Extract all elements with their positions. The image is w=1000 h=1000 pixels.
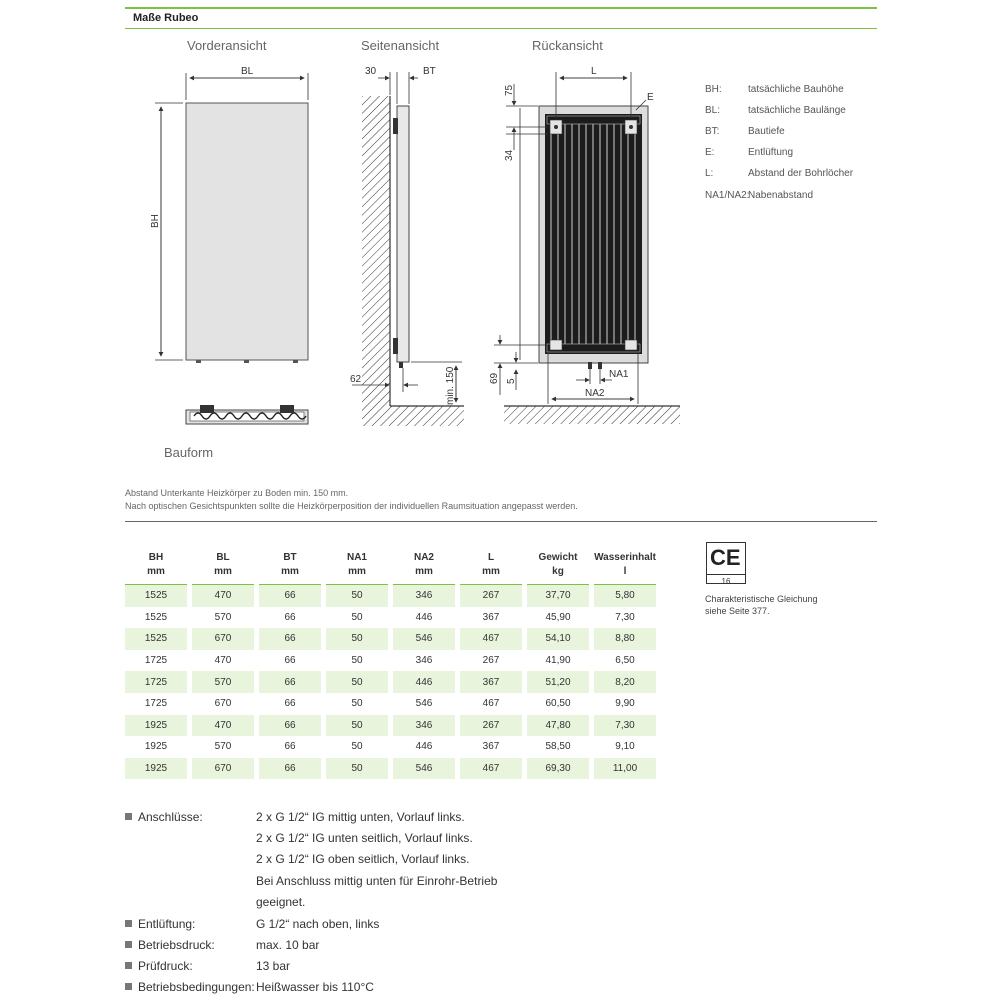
ce-mark-box [706, 542, 746, 584]
table-cell: 546 [415, 698, 433, 710]
table-cell: 1725 [144, 698, 168, 710]
table-cell: 9,90 [615, 698, 635, 710]
table-cell: 346 [415, 655, 433, 667]
back-view-drawing [489, 66, 680, 424]
col-bt: BT mm [281, 552, 299, 577]
dim-l: L [591, 66, 597, 77]
table-cell: 346 [393, 584, 455, 607]
back-view-label: Rückansicht [532, 38, 603, 53]
table-cell: 60,50 [545, 698, 571, 710]
table-cell: 54,10 [527, 628, 589, 650]
table-cell: 6,50 [615, 655, 635, 667]
feature-entlueftung: Entlüftung: G 1/2“ nach oben, links [125, 917, 195, 931]
table-cell: 50 [326, 715, 388, 737]
table-cell: 50 [351, 741, 363, 753]
table-cell: 66 [284, 698, 296, 710]
dim-30: 30 [365, 66, 377, 77]
dim-62: 62 [350, 374, 362, 385]
table-cell: 446 [415, 611, 433, 623]
table-cell: 446 [415, 741, 433, 753]
table-cell: 66 [259, 671, 321, 693]
table-cell: 367 [482, 611, 500, 623]
legend-row-bh: BH: tatsächliche Bauhöhe [705, 84, 844, 95]
table-cell: 11,00 [594, 758, 656, 780]
table-cell: 446 [393, 671, 455, 693]
table-row [125, 671, 656, 693]
bullet-icon [125, 920, 132, 927]
table-cell: 8,20 [594, 671, 656, 693]
bauform-drawing [186, 405, 308, 424]
bauform-label: Bauform [164, 445, 214, 460]
table-cell: 1725 [125, 671, 187, 693]
col-wasserinhalt: Wasserinhalt l [594, 552, 656, 577]
ce-mark-icon [707, 543, 745, 569]
ce-caption-2: siehe Seite 377. [705, 606, 770, 616]
table-cell: 670 [214, 698, 232, 710]
table-cell: 7,30 [615, 611, 635, 623]
legend-row-na: NA1/NA2:Nabenabstand [705, 190, 814, 201]
feature-anschluesse: Anschlüsse: 2 x G 1/2“ IG mittig unten, Vorlauf links. [125, 810, 203, 824]
table-cell: 470 [192, 584, 254, 607]
table-cell: 47,80 [527, 715, 589, 737]
dim-34: 34 [504, 149, 515, 161]
table-row [125, 715, 656, 737]
table-row [125, 584, 656, 607]
side-view-label: Seitenansicht [361, 38, 440, 53]
note-line-2: Nach optischen Gesichtspunkten sollte die Heizkörperposition der individuellen Raumsituation angepasst werden. [125, 501, 578, 511]
bullet-icon [125, 813, 132, 820]
table-cell: 50 [326, 671, 388, 693]
table-cell: 670 [192, 758, 254, 780]
table-cell: 8,80 [594, 628, 656, 650]
legend-row-e: E: Entlüftung [705, 147, 794, 158]
feature-betriebsbedingungen: Betriebsbedingungen: Heißwasser bis 110°C [125, 980, 255, 994]
legend-row-bl: BL: tatsächliche Baulänge [705, 105, 846, 116]
table-cell: 51,20 [527, 671, 589, 693]
dim-bl: BL [241, 66, 254, 77]
dim-bt: BT [423, 66, 436, 77]
table-cell: 467 [460, 628, 522, 650]
ce-caption-1: Charakteristische Gleichung [705, 594, 818, 604]
table-cell: 570 [214, 611, 232, 623]
ce-number: 16 [707, 574, 745, 588]
table-cell: 267 [482, 655, 500, 667]
table-cell: 66 [259, 715, 321, 737]
table-cell: 7,30 [594, 715, 656, 737]
table-row [125, 758, 656, 780]
table-cell: 50 [351, 655, 363, 667]
table-cell: 66 [284, 741, 296, 753]
table-row [125, 628, 656, 650]
table-cell: 267 [460, 715, 522, 737]
table-row [125, 736, 656, 758]
table-cell: 1525 [125, 584, 187, 607]
table-cell: 45,90 [545, 611, 571, 623]
table-cell: 69,30 [527, 758, 589, 780]
table-cell: 346 [393, 715, 455, 737]
table-cell: 58,50 [545, 741, 571, 753]
table-cell: 570 [214, 741, 232, 753]
dim-5: 5 [506, 378, 517, 384]
table-cell: 1925 [144, 741, 168, 753]
dim-na2: NA2 [585, 388, 605, 399]
table-cell: 50 [326, 758, 388, 780]
table-header-row [125, 546, 656, 584]
table-cell: 41,90 [545, 655, 571, 667]
section-title: Maße Rubeo [133, 12, 199, 24]
table-cell: 9,10 [615, 741, 635, 753]
table-cell: 66 [259, 758, 321, 780]
legend-row-bt: BT: Bautiefe [705, 126, 785, 137]
feature-pruefdruck: Prüfdruck: 13 bar [125, 959, 193, 973]
table-row [125, 650, 656, 672]
table-row [125, 607, 656, 629]
side-view-drawing [350, 66, 464, 426]
col-gewicht: Gewicht kg [538, 552, 578, 577]
bullet-icon [125, 941, 132, 948]
table-row [125, 693, 656, 715]
table-cell: 1925 [125, 715, 187, 737]
svg-text:CE: CE [710, 545, 741, 569]
table-cell: 467 [460, 758, 522, 780]
table-cell: 546 [393, 758, 455, 780]
table-cell: 66 [259, 584, 321, 607]
table-cell: 50 [351, 611, 363, 623]
feature-betriebsdruck: Betriebsdruck: max. 10 bar [125, 938, 215, 952]
table-cell: 50 [326, 584, 388, 607]
table-cell: 5,80 [594, 584, 656, 607]
table-cell: 470 [192, 715, 254, 737]
table-cell: 1525 [125, 628, 187, 650]
table-cell: 66 [284, 655, 296, 667]
col-bh: BH mm [147, 552, 165, 577]
table-cell: 467 [482, 698, 500, 710]
dim-e: E [647, 92, 654, 103]
notes-divider [125, 521, 877, 522]
dim-75: 75 [504, 84, 515, 96]
col-na2: NA2 mm [413, 552, 434, 577]
table-cell: 470 [214, 655, 232, 667]
dim-min150: min. 150 [445, 366, 456, 405]
table-cell: 670 [192, 628, 254, 650]
table-cell: 546 [393, 628, 455, 650]
table-cell: 50 [351, 698, 363, 710]
technical-drawing [0, 0, 1000, 480]
table-cell: 367 [460, 671, 522, 693]
table-cell: 1925 [125, 758, 187, 780]
col-l: L mm [482, 552, 500, 577]
legend-row-l: L: Abstand der Bohrlöcher [705, 168, 854, 179]
col-bl: BL mm [214, 552, 232, 577]
spec-table [120, 546, 661, 779]
table-cell: 1725 [144, 655, 168, 667]
dim-69: 69 [489, 372, 500, 384]
front-view-label: Vorderansicht [187, 38, 267, 53]
dim-na1: NA1 [609, 369, 629, 380]
table-cell: 37,70 [527, 584, 589, 607]
front-panel [186, 103, 308, 360]
table-cell: 267 [460, 584, 522, 607]
bullet-icon [125, 983, 132, 990]
table-cell: 66 [259, 628, 321, 650]
note-line-1: Abstand Unterkante Heizkörper zu Boden min. 150 mm. [125, 488, 349, 498]
dim-bh: BH [150, 214, 161, 228]
table-cell: 66 [284, 611, 296, 623]
table-cell: 1525 [144, 611, 168, 623]
table-cell: 367 [482, 741, 500, 753]
col-na1: NA1 mm [346, 552, 367, 577]
front-view-drawing [150, 66, 308, 363]
table-cell: 50 [326, 628, 388, 650]
table-cell: 570 [192, 671, 254, 693]
bullet-icon [125, 962, 132, 969]
